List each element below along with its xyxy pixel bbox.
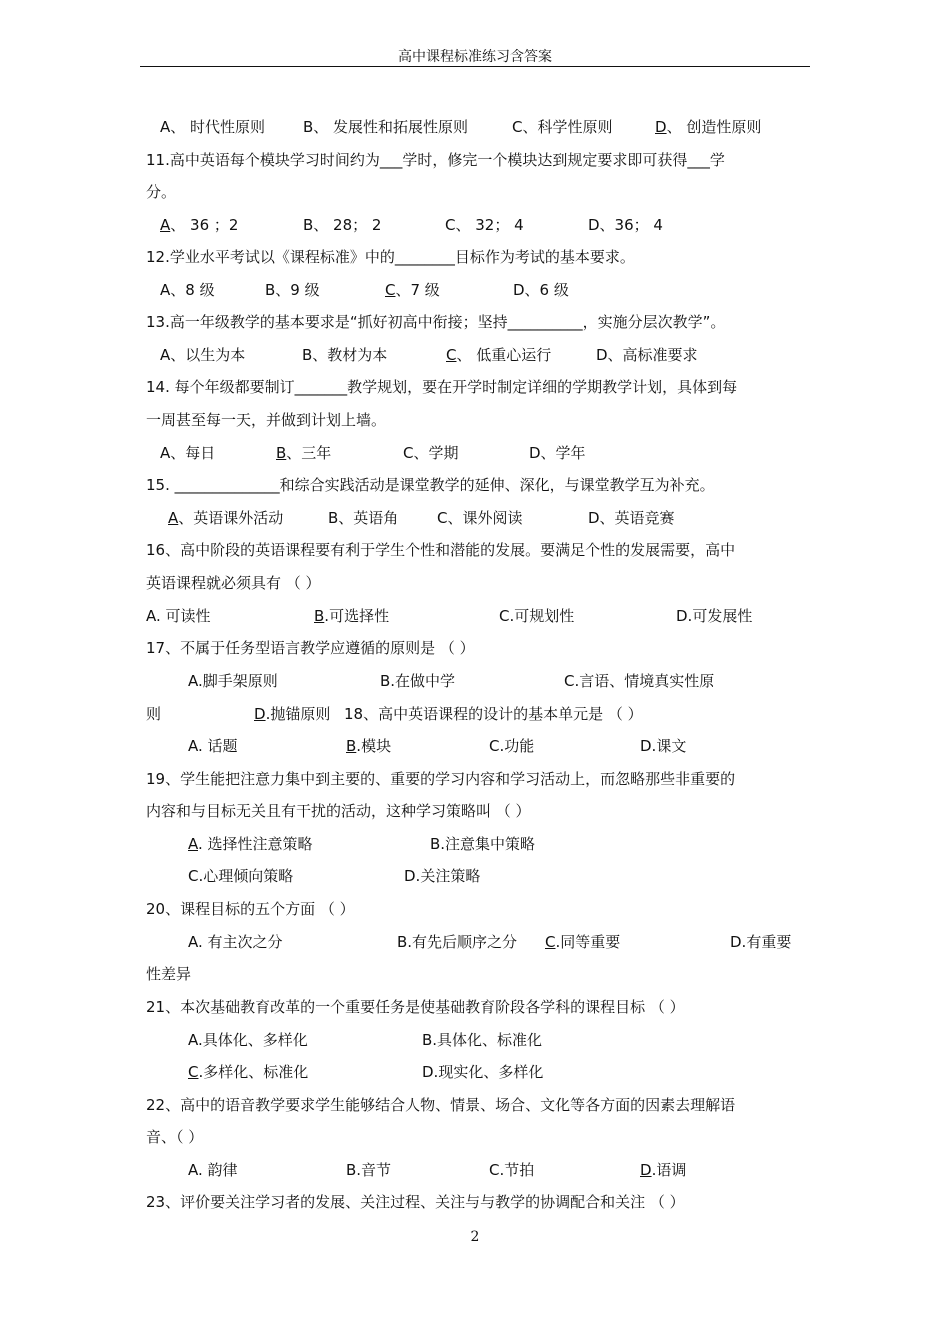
- answer-mark: D: [640, 1161, 652, 1179]
- option-d: D、6 级: [513, 281, 569, 299]
- header-rule: [140, 66, 810, 67]
- option-d: D、学年: [529, 444, 586, 462]
- option-d: D、 创造性原则: [655, 118, 762, 136]
- option-c-wrap: 则: [146, 705, 162, 723]
- option-a: A.脚手架原则: [188, 672, 278, 690]
- answer-mark: B: [314, 607, 325, 625]
- question-text: 音、（ ）: [146, 1128, 204, 1146]
- question-text: 21、本次基础教育改革的一个重要任务是使基础教育阶段各学科的课程目标 （ ）: [146, 998, 685, 1016]
- option-c: C、课外阅读: [437, 509, 523, 527]
- option-a: A. 可读性: [146, 607, 211, 625]
- question-text: 16、高中阶段的英语课程要有利于学生个性和潜能的发展。要满足个性的发展需要，高中: [146, 541, 736, 559]
- answer-mark: D: [655, 118, 667, 136]
- answer-mark: D: [254, 705, 266, 723]
- option-a: A、每日: [160, 444, 216, 462]
- option-a: A、以生为本: [160, 346, 246, 364]
- question-text: 英语课程就必须具有 （ ）: [146, 574, 321, 592]
- option-c: C.同等重要: [545, 933, 621, 951]
- option-a: A.具体化、多样化: [188, 1031, 308, 1049]
- option-b: B.模块: [346, 737, 392, 755]
- option-b: B.在做中学: [380, 672, 456, 690]
- option-c: C.多样化、标准化: [188, 1063, 309, 1081]
- option-b: B、9 级: [265, 281, 320, 299]
- option-a: A、 时代性原则: [160, 118, 266, 136]
- question-text: 19、学生能把注意力集中到主要的、重要的学习内容和学习活动上，而忽略那些非重要的: [146, 770, 736, 788]
- answer-mark: B: [346, 737, 357, 755]
- option-c: C、学期: [403, 444, 459, 462]
- answer-mark: A: [188, 835, 198, 853]
- option-b: B.注意集中策略: [430, 835, 536, 853]
- answer-mark: C: [385, 281, 396, 299]
- option-b: B.具体化、标准化: [422, 1031, 543, 1049]
- question-text: 13.高一年级教学的基本要求是“抓好初高中衔接；坚持__________，实施分层次教学”。: [146, 313, 726, 331]
- option-a: A. 话题: [188, 737, 238, 755]
- answer-mark: C: [545, 933, 556, 951]
- option-d: D.关注策略: [404, 867, 481, 885]
- question-text: 12.学业水平考试以《课程标准》中的________目标作为考试的基本要求。: [146, 248, 635, 266]
- document-header: 高中课程标准练习含答案: [398, 49, 552, 65]
- option-c: C、7 级: [385, 281, 440, 299]
- option-a: A. 韵律: [188, 1161, 238, 1179]
- option-c: C、 低重心运行: [446, 346, 552, 364]
- answer-mark: C: [188, 1063, 199, 1081]
- question-text: 14. 每个年级都要制订_______教学规划，要在开学时制定详细的学期教学计划，具体到每: [146, 378, 738, 396]
- option-a: A. 有主次之分: [188, 933, 283, 951]
- option-b: B、教材为本: [302, 346, 388, 364]
- answer-mark: A: [168, 509, 179, 527]
- question-text: 15. ______________和综合实践活动是课堂教学的延伸、深化，与课堂教学互为补充。: [146, 476, 715, 494]
- question-text: 一周甚至每一天，并做到计划上墙。: [146, 411, 387, 429]
- page-number: 2: [470, 1229, 480, 1245]
- option-b: B.有先后顺序之分: [397, 933, 518, 951]
- option-a: A、8 级: [160, 281, 215, 299]
- option-d-wrap: 性差异: [146, 965, 192, 983]
- option-b: B.音节: [346, 1161, 392, 1179]
- option-c: C、科学性原则: [512, 118, 613, 136]
- option-a: A. 选择性注意策略: [188, 835, 313, 853]
- option-b: B、三年: [276, 444, 332, 462]
- answer-mark: C: [446, 346, 457, 364]
- option-c: C.心理倾向策略: [188, 867, 294, 885]
- option-b: B、 28； 2: [303, 216, 382, 234]
- option-d: D、高标准要求: [596, 346, 698, 364]
- option-c: C.节拍: [489, 1161, 535, 1179]
- option-d: D.有重要: [730, 933, 792, 951]
- question-text: 内容和与目标无关且有干扰的活动，这种学习策略叫 （ ）: [146, 802, 531, 820]
- question-text: 23、评价要关注学习者的发展、关注过程、关注与与教学的协调配合和关注 （ ）: [146, 1193, 685, 1211]
- question-text: 22、高中的语音教学要求学生能够结合人物、情景、场合、文化等各方面的因素去理解语: [146, 1096, 736, 1114]
- answer-mark: A: [160, 216, 171, 234]
- option-d: D.可发展性: [676, 607, 753, 625]
- question-text: 11.高中英语每个模块学习时间约为___学时，修完一个模块达到规定要求即可获得___学: [146, 151, 725, 169]
- option-c: C.功能: [489, 737, 535, 755]
- option-b: B、 发展性和拓展性原则: [303, 118, 469, 136]
- option-d: D.抛锚原则: [254, 705, 331, 723]
- question-text: 分。: [146, 183, 177, 201]
- option-c: C、 32； 4: [445, 216, 524, 234]
- option-c: C.可规划性: [499, 607, 575, 625]
- option-d: D、36； 4: [588, 216, 663, 234]
- question-text: 20、课程目标的五个方面 （ ）: [146, 900, 355, 918]
- option-a: A、英语课外活动: [168, 509, 284, 527]
- answer-mark: B: [276, 444, 287, 462]
- question-text: 18、高中英语课程的设计的基本单元是 （ ）: [344, 705, 643, 723]
- option-d: D.现实化、多样化: [422, 1063, 544, 1081]
- option-b: B.可选择性: [314, 607, 390, 625]
- option-c: C.言语、情境真实性原: [564, 672, 715, 690]
- option-d: D.课文: [640, 737, 687, 755]
- option-d: D、英语竞赛: [588, 509, 675, 527]
- option-b: B、英语角: [328, 509, 399, 527]
- option-d: D.语调: [640, 1161, 687, 1179]
- option-a: A、 36 ；2: [160, 216, 239, 234]
- question-text: 17、不属于任务型语言教学应遵循的原则是 （ ）: [146, 639, 475, 657]
